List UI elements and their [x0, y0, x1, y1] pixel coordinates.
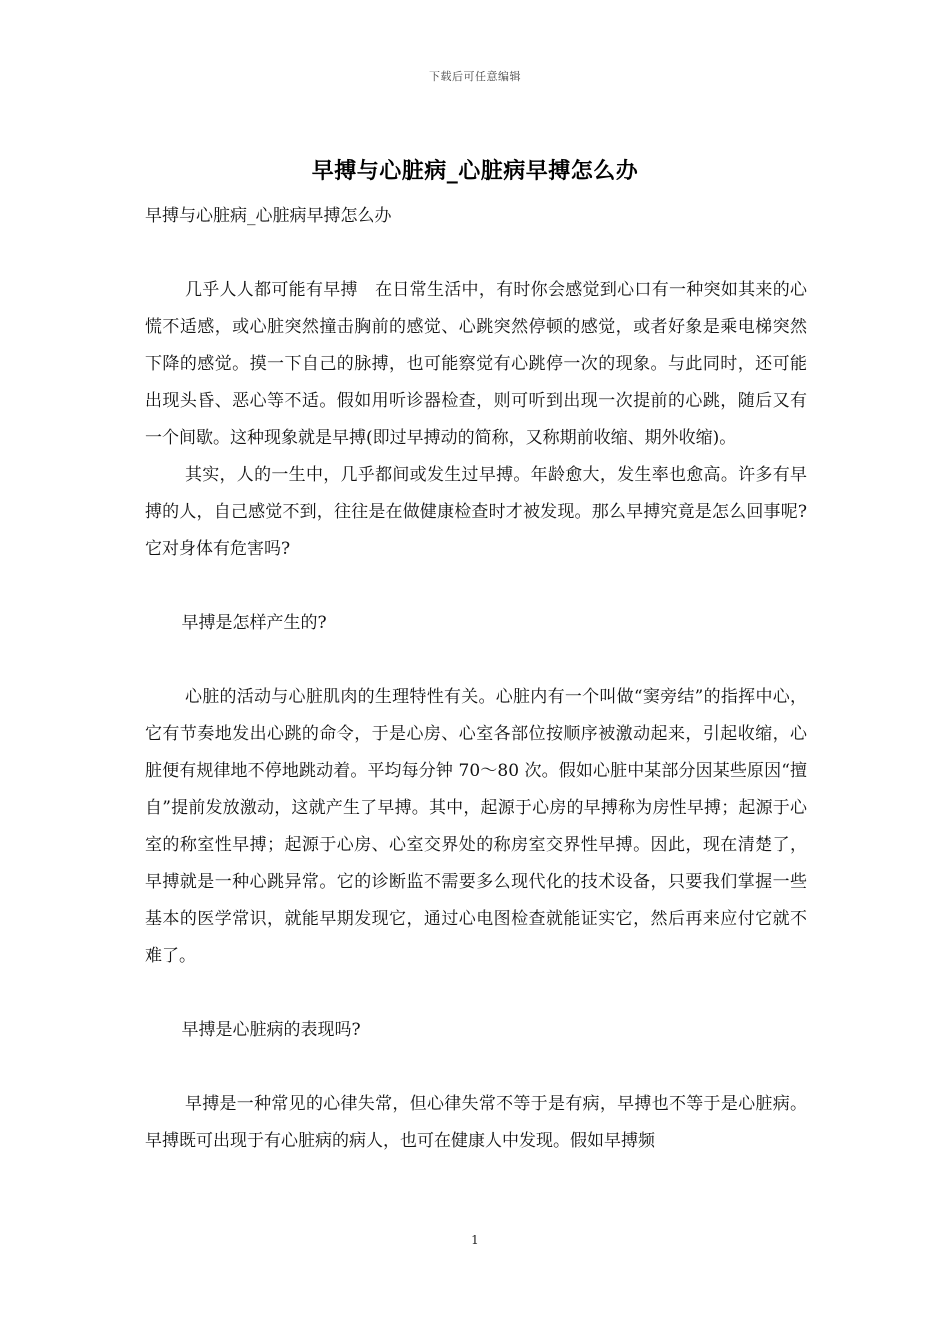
- paragraph: 早搏是一种常见的心律失常，但心律失常不等于是有病，早搏也不等于是心脏病。早搏既可出现于有心脏病的病人，也可在健康人中发现。假如早搏频: [145, 1094, 807, 1151]
- paragraph: 其实，人的一生中，几乎都间或发生过早搏。年龄愈大，发生率也愈高。许多有早搏的人，自己感觉不到，往往是在做健康检查时才被发现。那么早搏究竟是怎么回事呢?它对身体有危害吗?: [145, 465, 807, 559]
- paragraph: 心脏的活动与心脏肌肉的生理特性有关。心脏内有一个叫做“窦旁结”的指挥中心，它有节奏地发出心跳的命令，于是心房、心室各部位按顺序被激动起来，引起收缩，心脏便有规律地不停地跳动着。平均每分钟 70～80 次。假如心脏中某部分因某些原因“擅自”提前发放激动，这就产生了早搏。其中，起源于心房的早搏称为房性早搏；起源于心室的称室性早搏；起源于心房、心室交界处的称房室交界性早搏。因此，现在清楚了，早搏就是一种心跳异常。它的诊断监不需要多么现代化的技术设备，只要我们掌握一些基本的医学常识，就能早期发现它，通过心电图检查就能证实它，然后再来应付它就不难了。: [145, 687, 807, 966]
- page-number: 1: [471, 1233, 479, 1247]
- document-title: 早搏与心脏病_心脏病早搏怎么办: [311, 158, 639, 184]
- document-subtitle: 早搏与心脏病_心脏病早搏怎么办: [145, 206, 392, 226]
- header-note: 下载后可任意编辑: [429, 70, 521, 83]
- section-heading: 早搏是心脏病的表现吗?: [181, 1020, 361, 1040]
- paragraph: 几乎人人都可能有早搏 在日常生活中，有时你会感觉到心口有一种突如其来的心慌不适感，或心脏突然撞击胸前的感觉、心跳突然停顿的感觉，或者好象是乘电梯突然下降的感觉。摸一下自己的脉搏，也可能察觉有心跳停一次的现象。与此同时，还可能出现头昏、恶心等不适。假如用听诊器检查，则可听到出现一次提前的心跳，随后又有一个间歇。这种现象就是早搏(即过早搏动的简称，又称期前收缩、期外收缩)。: [145, 280, 807, 448]
- section-heading: 早搏是怎样产生的?: [181, 613, 327, 633]
- document-body: [145, 198, 807, 1160]
